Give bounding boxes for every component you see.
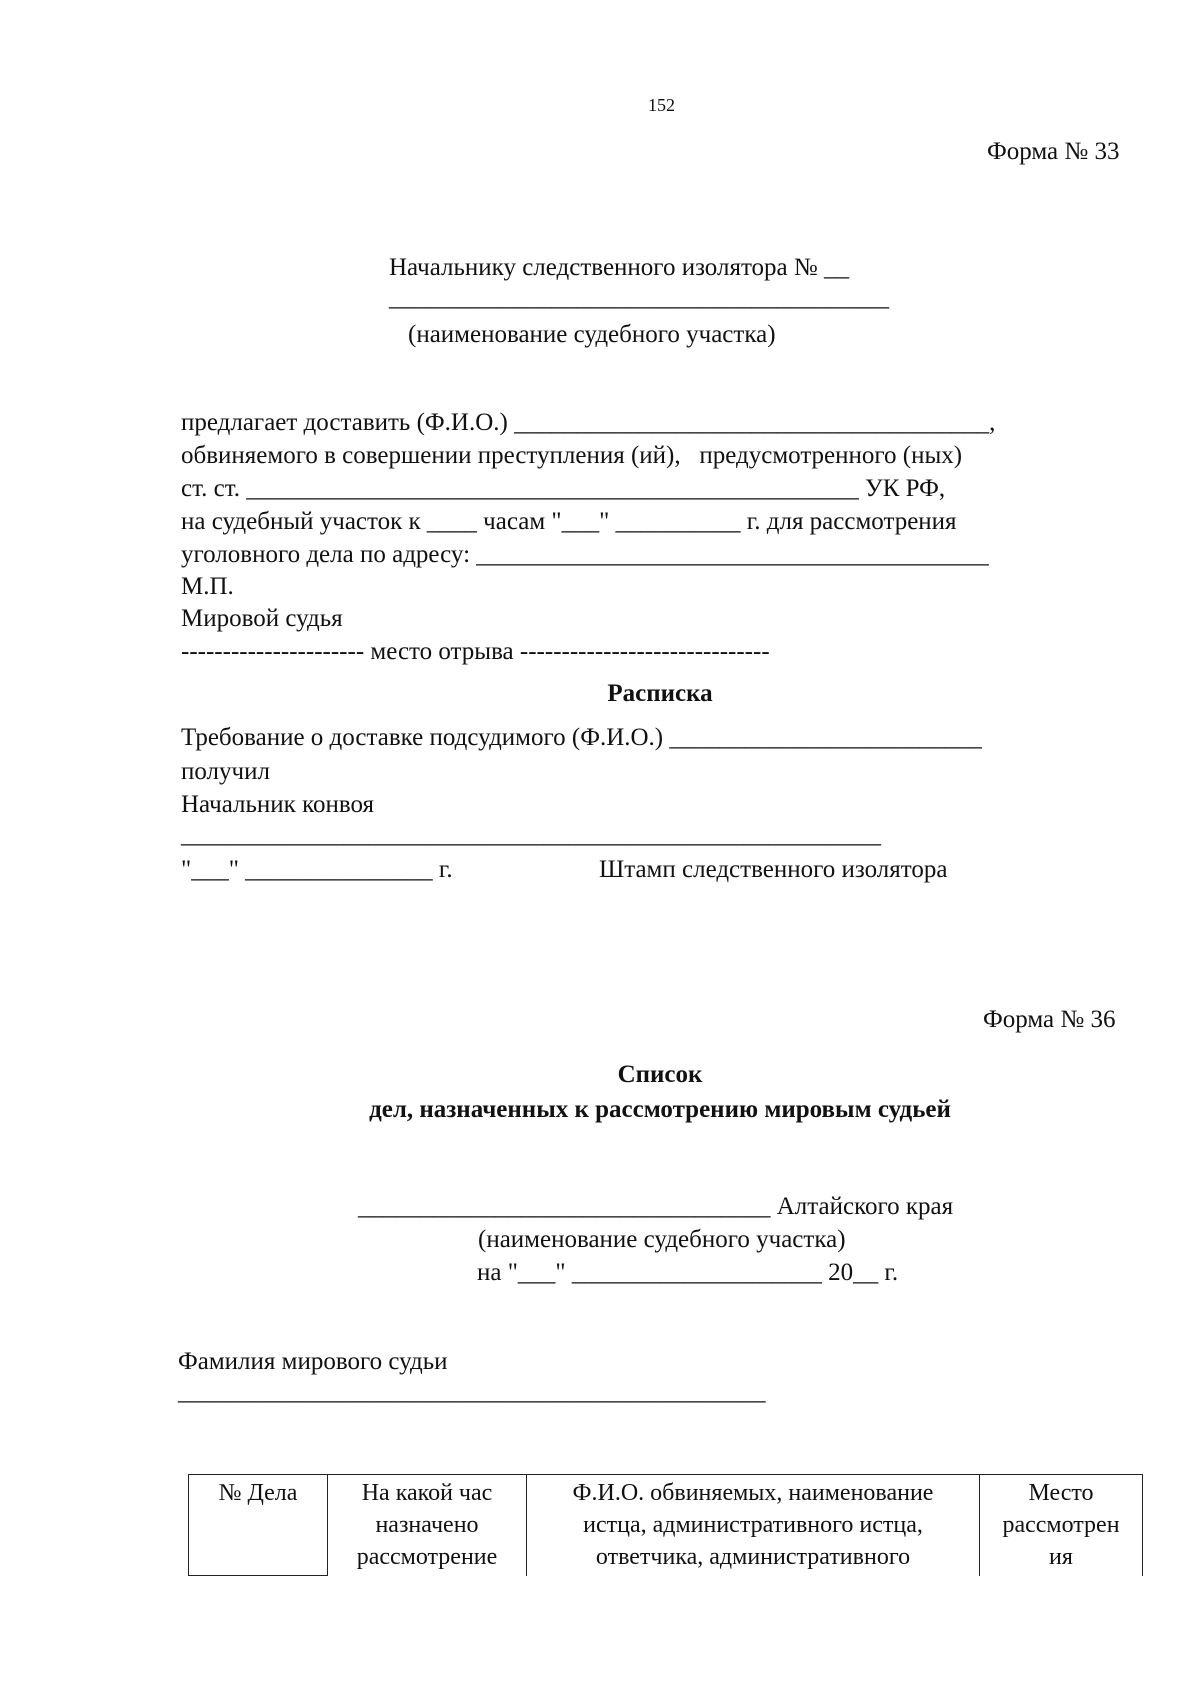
header-hour: На какой час назначено рассмотрение [328,1475,527,1576]
tear-off-line: ---------------------- место отрыва ------------------------------ [181,638,770,665]
header-names: Ф.И.О. обвиняемых, наименование истца, административного истца, ответчика, административного [527,1475,980,1576]
form-33-label: Форма № 33 [987,138,1120,165]
form-33-body-line: обвиняемого в совершении преступления (ий), предусмотренного (ных) [181,442,963,469]
cases-table [188,1474,1143,1576]
receipt-line: получил [181,758,270,785]
form-36-subtitle: дел, назначенных к рассмотрению мировым судьей [369,1096,951,1123]
receipt-title: Расписка [607,680,713,707]
header-place: Место рассмотрен ия [980,1475,1143,1576]
page-number: 152 [648,95,675,115]
stamp-label: Штамп следственного изолятора [599,856,948,883]
receipt-line: Начальник конвоя [181,791,374,818]
form-36-title: Список [617,1061,703,1088]
form-33-body-line: ст. ст. _________________________________________________ УК РФ, [181,475,946,502]
judge-surname-line: _______________________________________________ [178,1378,766,1405]
judge-surname-label: Фамилия мирового судьи [178,1348,448,1375]
form-33-mp: М.П. [181,573,234,600]
header-case-number: № Дела [189,1475,328,1576]
receipt-date-line: "___" _______________ г. [181,856,453,883]
form-33-addressee-line: ________________________________________ [389,284,889,311]
receipt-line: Требование о доставке подсудимого (Ф.И.О.) _________________________ [181,724,982,751]
form-36-label: Форма № 36 [983,1006,1116,1033]
table-header-row [189,1475,1143,1576]
convoy-signature-line: ________________________________________________________ [181,821,881,848]
form-33-addressee-caption: (наименование судебного участка) [408,321,776,348]
region-line: _________________________________ Алтайского края [358,1193,954,1220]
form-33-addressee: Начальнику следственного изолятора № __ [389,254,849,281]
list-date-line: на "___" ____________________ 20__ г. [477,1259,899,1286]
form-33-body-line: предлагает доставить (Ф.И.О.) ______________________________________, [181,409,996,436]
form-33-body-line: на судебный участок к ____ часам "___" __________ г. для рассмотрения [181,508,957,535]
region-caption: (наименование судебного участка) [478,1226,846,1253]
form-33-body-line: уголовного дела по адресу: _________________________________________ [181,541,989,568]
form-33-judge-label: Мировой судья [181,605,343,632]
